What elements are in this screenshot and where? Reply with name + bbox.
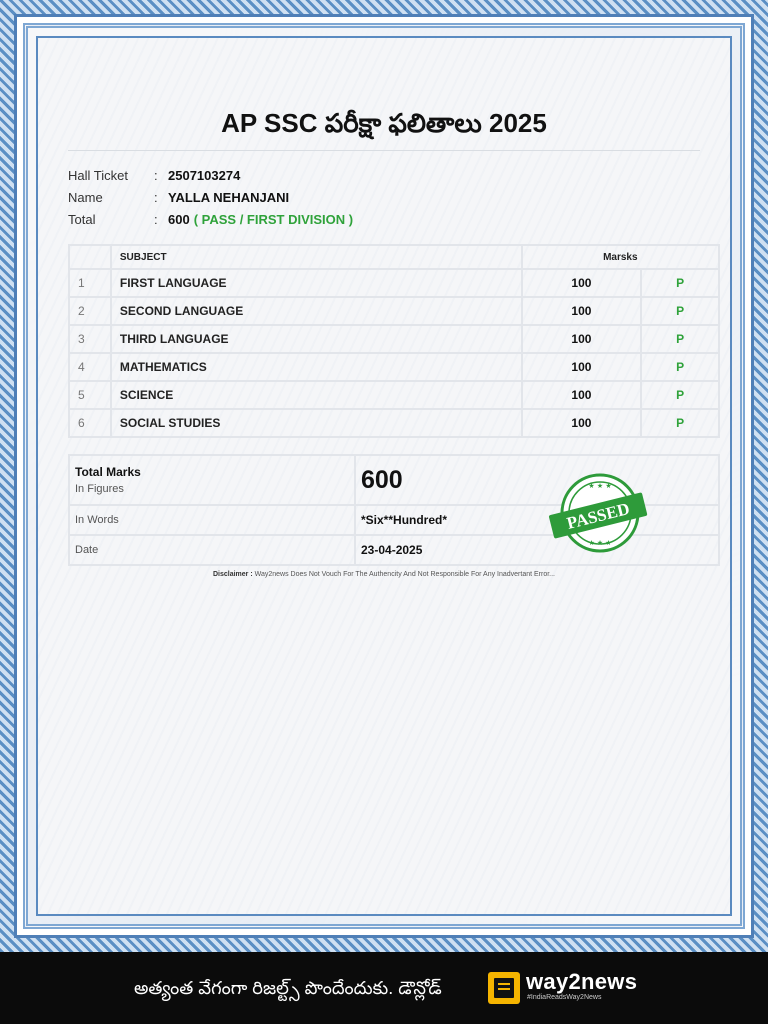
num-header [69,245,111,269]
row-number: 4 [69,353,111,381]
brand-name: way2news [526,969,638,994]
hall-ticket-value: 2507103274 [168,167,241,183]
subject-result: P [641,353,719,381]
way2news-logo-icon [488,972,520,1004]
title-divider [68,150,700,151]
subject-name: MATHEMATICS [111,353,522,381]
row-number: 2 [69,297,111,325]
page-title: AP SSC పరీక్షా ఫలితాలు 2025 [221,108,547,138]
total-row [68,208,353,230]
total-marks-cell [69,455,355,505]
in-words-value: *Six**Hundred* [355,505,719,535]
date-value: 23-04-2025 [355,535,719,565]
stamp-star-icon: ★ ★ ★ [588,482,612,490]
name-row [68,186,353,208]
row-number: 6 [69,409,111,437]
subject-name: SECOND LANGUAGE [111,297,522,325]
subject-marks: 100 [522,269,642,297]
stamp-star-icon: ★ ★ ★ [588,539,612,547]
row-number: 3 [69,325,111,353]
total-status: ( PASS / FIRST DIVISION ) [193,211,354,227]
row-number: 1 [69,269,111,297]
marks-header: Marsks [522,245,719,269]
download-banner[interactable] [0,952,768,1024]
colon: : [154,167,158,183]
subject-marks: 100 [522,409,642,437]
in-words-label: In Words [69,505,355,535]
student-info [68,164,353,230]
table-row [69,353,719,381]
subjects-table [68,244,720,438]
hall-ticket-row [68,164,353,186]
subject-result: P [641,381,719,409]
banner-text: అత్యంత వేగంగా రిజల్ట్స్ పొందేందుకు. డౌన్లోడ్ [134,978,442,998]
brand-tagline: #IndiaReadsWay2News [527,994,602,1001]
total-label: Total [68,211,96,227]
in-figures-label: In Figures [75,483,124,495]
table-row [69,381,719,409]
subjects-header-row [69,245,719,269]
certificate-frame-mid [23,23,745,929]
certificate-frame [14,14,754,938]
subject-result: P [641,269,719,297]
table-row [69,269,719,297]
subject-result: P [641,325,719,353]
name-value: YALLA NEHANJANI [168,189,290,205]
passed-stamp [548,471,648,555]
subject-header: SUBJECT [111,245,522,269]
subject-name: SOCIAL STUDIES [111,409,522,437]
name-label: Name [68,189,103,205]
stamp-text: PASSED [564,499,632,533]
disclaimer [68,571,700,578]
subject-name: THIRD LANGUAGE [111,325,522,353]
total-value: 600 [168,211,190,227]
subject-name: FIRST LANGUAGE [111,269,522,297]
subject-marks: 100 [522,297,642,325]
table-row [69,325,719,353]
subject-result: P [641,409,719,437]
colon: : [154,211,158,227]
date-label: Date [69,535,355,565]
disclaimer-label: Disclaimer : [212,571,253,578]
hall-ticket-label: Hall Ticket [68,167,128,183]
table-row [69,409,719,437]
subject-marks: 100 [522,325,642,353]
certificate-body [36,36,732,916]
subject-name: SCIENCE [111,381,522,409]
table-row [69,297,719,325]
disclaimer-text: Way2news Does Not Vouch For The Authencity And Not Responsible For Any Inadvertant Error... [254,571,556,578]
colon: : [154,189,158,205]
subject-marks: 100 [522,353,642,381]
in-figures-value: 600 [355,455,719,505]
subject-marks: 100 [522,381,642,409]
row-number: 5 [69,381,111,409]
subject-result: P [641,297,719,325]
total-marks-label: Total Marks [75,465,141,479]
